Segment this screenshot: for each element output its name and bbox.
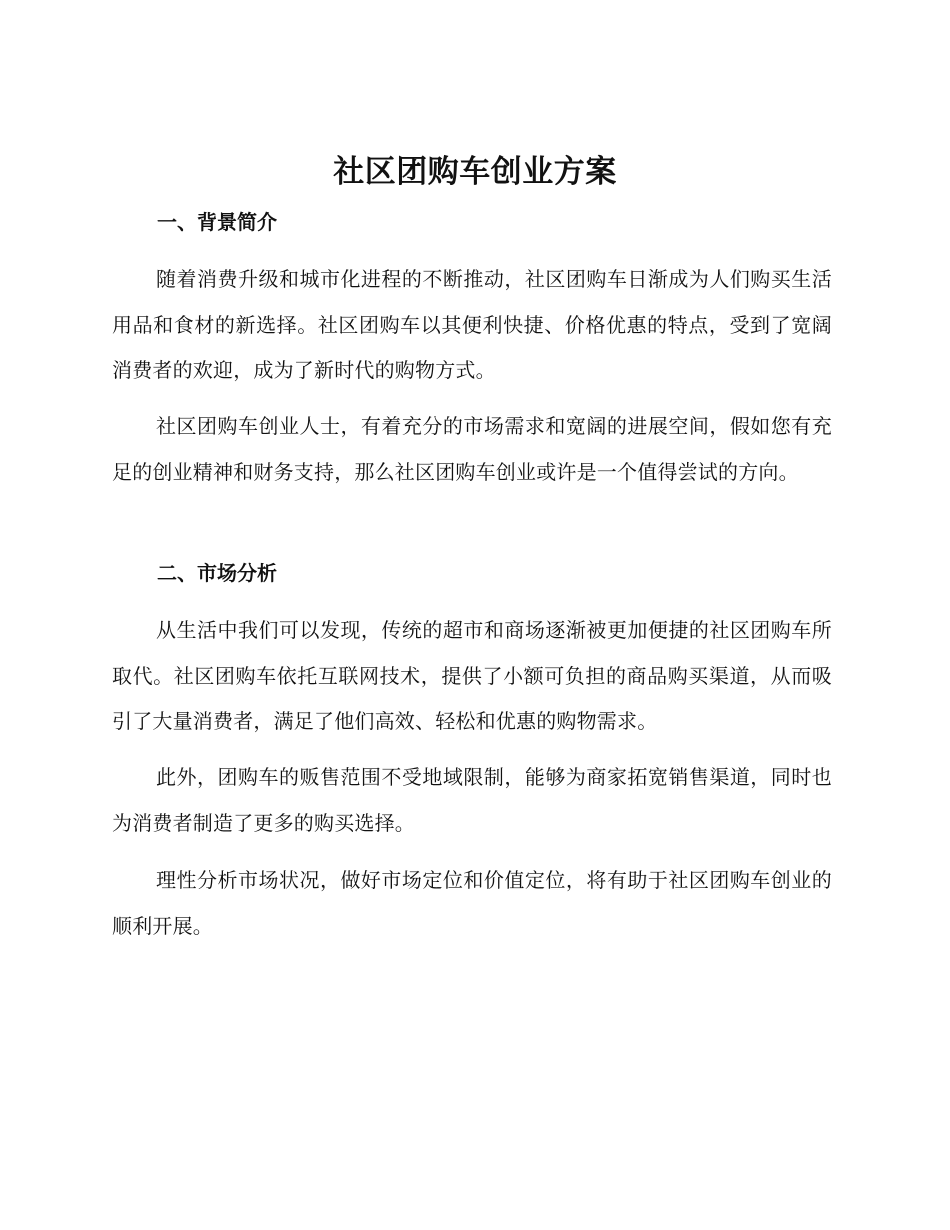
section-heading-market-analysis: 二、市场分析 <box>157 561 277 585</box>
paragraph: 理性分析市场状况，做好市场定位和价值定位，将有助于社区团购车创业的顺利开展。 <box>112 868 832 938</box>
section-heading-background: 一、背景简介 <box>157 210 277 234</box>
paragraph: 此外，团购车的贩售范围不受地域限制，能够为商家拓宽销售渠道，同时也为消费者制造了更多的购买选择。 <box>112 765 832 835</box>
document-title: 社区团购车创业方案 <box>333 154 617 190</box>
paragraph: 随着消费升级和城市化进程的不断推动，社区团购车日渐成为人们购买生活用品和食材的新选择。社区团购车以其便利快捷、价格优惠的特点，受到了宽阔消费者的欢迎，成为了新时代的购物方式。 <box>112 267 832 382</box>
paragraph: 从生活中我们可以发现，传统的超市和商场逐渐被更加便捷的社区团购车所取代。社区团购车依托互联网技术，提供了小额可负担的商品购买渠道，从而吸引了大量消费者，满足了他们高效、轻松和优惠的购物需求。 <box>112 618 832 733</box>
paragraph: 社区团购车创业人士，有着充分的市场需求和宽阔的进展空间，假如您有充足的创业精神和财务支持，那么社区团购车创业或许是一个值得尝试的方向。 <box>112 414 832 484</box>
